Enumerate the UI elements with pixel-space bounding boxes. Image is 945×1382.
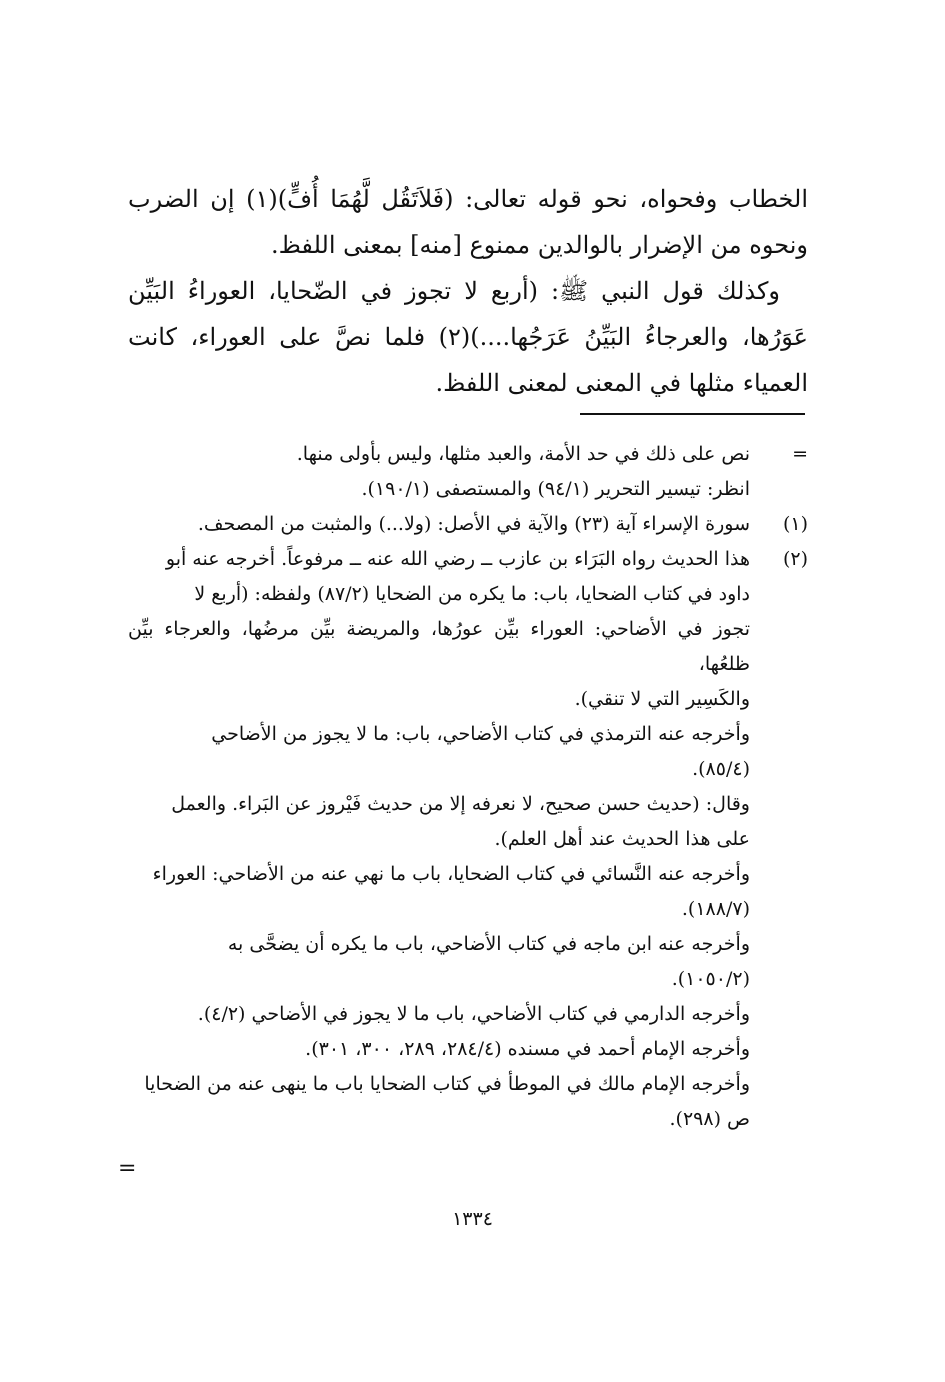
main-line: وكذلك قول النبي ﷺ: (أربع لا تجوز في الضّحايا، العوراءُ البَيِّن عَوَرُها، <box>128 277 808 351</box>
footnote-line: على هذا الحديث عند أهل العلم). <box>494 828 750 850</box>
footnote-line: (٨٥/٤). <box>692 758 750 780</box>
footnote-line: انظر: تيسير التحرير (٩٤/١) والمستصفى (١٩٠/١). <box>361 478 750 500</box>
footnote-line: تجوز في الأضاحي: العوراء بيِّن عورُها، والمريضة بيِّن مرضُها، والعرجاء بيِّن ظلعُها، <box>128 618 750 675</box>
continuation-mark: = <box>118 1156 137 1181</box>
footnote-line: ص (٢٩٨). <box>669 1108 750 1130</box>
footnote-line: (١٨٨/٧). <box>681 898 750 920</box>
main-line: من الإضرار بالوالدين ممنوع [منه] بمعنى اللفظ. <box>271 231 742 259</box>
page-number: ١٣٣٤ <box>452 1208 493 1230</box>
footnote-body <box>128 507 750 542</box>
footnote-line: داود في كتاب الضحايا، باب: ما يكره من الضحايا (٨٧/٢) ولفظه: (أربع لا <box>194 583 750 605</box>
footnote-line: وأخرجه عنه الترمذي في كتاب الأضاحي، باب: ما لا يجوز من الأضاحي <box>211 723 750 745</box>
main-line: الخطاب وفحواه، نحو قوله تعالى: (فَلاَتَقُل لَّهُمَا أُفٍّ)(١) إن الضرب ونحوه <box>128 185 808 259</box>
footnote-line: وأخرجه عنه النَّسائي في كتاب الضحايا، باب ما نهي عنه من الأضاحي: العوراء <box>152 863 750 885</box>
main-body-text <box>128 176 808 406</box>
footnote-body <box>128 542 750 1137</box>
footnote-2 <box>128 542 808 1137</box>
footnote-line: سورة الإسراء آية (٢٣) والآية في الأصل: (ولا...) والمثبت من المصحف. <box>197 513 750 535</box>
footnote-line: وأخرجه عنه ابن ماجه في كتاب الأضاحي، باب ما يكره أن يضحَّى به <box>227 933 750 955</box>
footnote-continuation <box>128 437 808 507</box>
main-line: والعرجاءُ البَيِّنُ عَرَجُها....)(٢) فلما نصَّ على العوراء، كانت العمياء مثلها في <box>128 323 808 397</box>
main-paragraph-1 <box>128 176 808 268</box>
footnote-line: نص على ذلك في حد الأمة، والعبد مثلها، وليس بأولى منها. <box>296 443 750 465</box>
main-line: المعنى لمعنى اللفظ. <box>435 369 642 397</box>
footnote-line: وقال: (حديث حسن صحيح، لا نعرفه إلا من حديث فَيْروز عن البَراء. والعمل <box>171 793 750 815</box>
footnote-line: هذا الحديث رواه البَرَاء بن عازب ــ رضي الله عنه ــ مرفوعاً. أخرجه عنه أبو <box>165 548 750 570</box>
main-paragraph-2 <box>128 268 808 406</box>
footnote-line: (١٠٥٠/٢). <box>671 968 750 990</box>
footnote-1 <box>128 507 808 542</box>
footnote-line: وأخرجه الإمام أحمد في مسنده (٢٨٤/٤، ٢٨٩، ٣٠٠، ٣٠١). <box>305 1038 750 1060</box>
footnote-body <box>128 437 750 507</box>
footnote-line: وأخرجه الدارمي في كتاب الأضاحي، باب ما لا يجوز في الأضاحي (٤/٢). <box>197 1003 750 1025</box>
footnote-divider <box>580 413 805 415</box>
footnote-line: والكَسِير التي لا تنقي). <box>574 688 750 710</box>
footnotes-section <box>128 437 808 1137</box>
footnote-marker: (١) <box>782 513 808 535</box>
footnote-marker: = <box>792 443 808 465</box>
footnote-marker: (٢) <box>782 548 808 570</box>
footnote-line: وأخرجه الإمام مالك في الموطأ في كتاب الضحايا باب ما ينهى عنه من الضحايا <box>144 1073 750 1095</box>
